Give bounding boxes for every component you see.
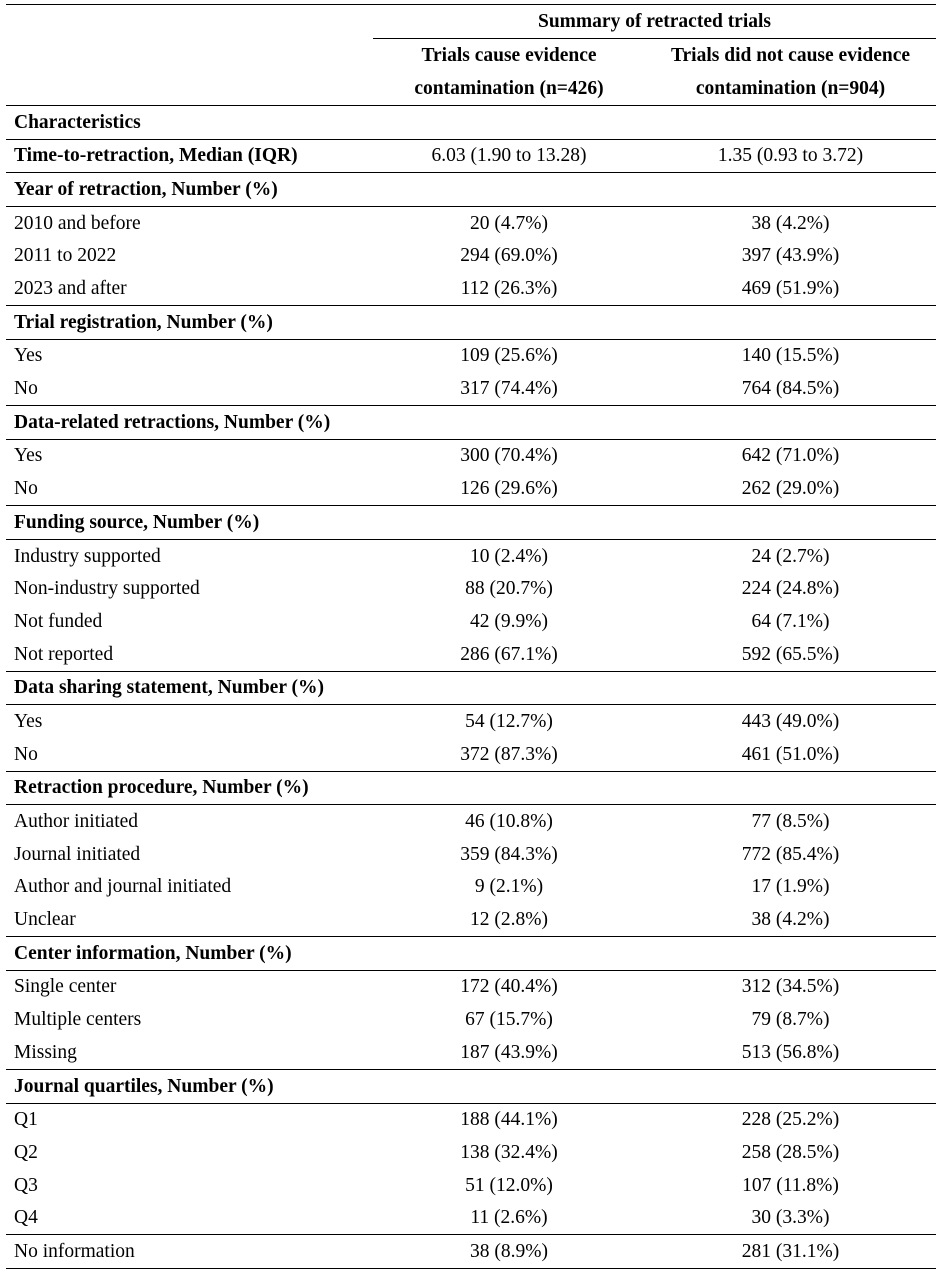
row-label: Year of retraction, Number (%) <box>6 173 373 207</box>
header-columns-row <box>6 39 936 106</box>
cell-contamination: 12 (2.8%) <box>373 904 645 937</box>
cell-no-contamination <box>645 671 936 705</box>
header-blank-cell <box>6 5 373 39</box>
table-row <box>6 805 936 838</box>
column-header-no-contamination <box>645 39 936 106</box>
section-header-row <box>6 406 936 440</box>
table-row <box>6 1036 936 1069</box>
row-label: 2011 to 2022 <box>14 245 117 267</box>
table-row <box>6 1004 936 1037</box>
row-label: Funding source, Number (%) <box>6 506 373 540</box>
table-row <box>6 1103 936 1136</box>
table-row <box>6 473 936 506</box>
cell-contamination: 188 (44.1%) <box>460 1109 558 1131</box>
cell-contamination: 138 (32.4%) <box>460 1141 558 1163</box>
cell-no-contamination <box>645 771 936 805</box>
cell-contamination <box>373 306 645 340</box>
cell-contamination: 172 (40.4%) <box>460 976 558 998</box>
cell-contamination: 286 (67.1%) <box>373 638 645 671</box>
section-header-row <box>6 671 936 705</box>
cell-no-contamination: 772 (85.4%) <box>741 843 840 865</box>
row-label: Q3 <box>14 1174 38 1196</box>
table-row <box>6 272 936 305</box>
cell-contamination <box>373 771 645 805</box>
cell-contamination: 42 (9.9%) <box>470 610 548 632</box>
cell-contamination <box>373 506 645 540</box>
row-label: Characteristics <box>6 106 373 140</box>
cell-no-contamination: 140 (15.5%) <box>741 345 840 367</box>
row-label: No <box>6 738 373 771</box>
retracted-trials-table-container <box>6 4 936 1269</box>
cell-contamination: 38 (8.9%) <box>373 1235 645 1269</box>
row-label: Multiple centers <box>14 1009 142 1031</box>
cell-contamination <box>373 937 645 971</box>
cell-no-contamination <box>645 937 936 971</box>
cell-contamination: 300 (70.4%) <box>460 445 558 467</box>
table-row <box>6 738 936 771</box>
cell-contamination: 359 (84.3%) <box>460 843 558 865</box>
cell-contamination: 317 (74.4%) <box>373 373 645 406</box>
cell-no-contamination: 79 (8.7%) <box>751 1009 830 1031</box>
cell-contamination: 187 (43.9%) <box>373 1036 645 1069</box>
table-row <box>6 373 936 406</box>
column-header-line: contamination (n=426) <box>414 78 604 99</box>
table-row <box>6 573 936 606</box>
header-group-row <box>6 5 936 39</box>
cell-no-contamination: 224 (24.8%) <box>741 578 840 600</box>
row-label: 2010 and before <box>14 212 141 234</box>
table-row <box>6 638 936 671</box>
row-label: Yes <box>14 445 43 467</box>
cell-contamination: 6.03 (1.90 to 13.28) <box>373 139 645 173</box>
table-row <box>6 339 936 372</box>
row-label: Missing <box>6 1036 373 1069</box>
row-label: Unclear <box>6 904 373 937</box>
table-row <box>6 871 936 904</box>
row-label: No <box>6 473 373 506</box>
cell-contamination: 294 (69.0%) <box>460 245 558 267</box>
section-header-row <box>6 937 936 971</box>
cell-no-contamination: 262 (29.0%) <box>645 473 936 506</box>
cell-no-contamination: 312 (34.5%) <box>741 976 840 998</box>
cell-contamination: 46 (10.8%) <box>465 811 553 833</box>
row-label: Time-to-retraction, Median (IQR) <box>6 139 373 173</box>
row-label: No information <box>6 1235 373 1269</box>
cell-contamination: 109 (25.6%) <box>460 345 558 367</box>
cell-no-contamination: 107 (11.8%) <box>742 1174 839 1196</box>
cell-no-contamination: 642 (71.0%) <box>741 445 840 467</box>
section-header-row <box>6 1069 936 1103</box>
row-label: Non-industry supported <box>14 578 200 600</box>
cell-no-contamination: 443 (49.0%) <box>741 710 840 732</box>
table-row <box>6 1235 936 1269</box>
cell-no-contamination: 469 (51.9%) <box>645 272 936 305</box>
table-row <box>6 904 936 937</box>
row-label: Journal quartiles, Number (%) <box>6 1069 373 1103</box>
table-row <box>6 539 936 572</box>
table-header <box>6 5 936 106</box>
cell-no-contamination: 38 (4.2%) <box>751 212 830 234</box>
cell-contamination: 11 (2.6%) <box>470 1207 548 1229</box>
cell-contamination: 9 (2.1%) <box>474 876 544 898</box>
row-label: Author initiated <box>14 811 139 833</box>
row-label: Data-related retractions, Number (%) <box>6 406 373 440</box>
cell-contamination: 54 (12.7%) <box>465 710 553 732</box>
row-label: Not reported <box>6 638 373 671</box>
column-header-line: Trials did not cause evidence <box>670 45 911 66</box>
cell-no-contamination: 513 (56.8%) <box>645 1036 936 1069</box>
cell-contamination <box>373 406 645 440</box>
cell-no-contamination <box>645 1069 936 1103</box>
cell-no-contamination: 77 (8.5%) <box>751 811 830 833</box>
section-header-row <box>6 106 936 140</box>
cell-no-contamination: 764 (84.5%) <box>645 373 936 406</box>
row-label: Not funded <box>14 610 103 632</box>
row-label: Retraction procedure, Number (%) <box>6 771 373 805</box>
cell-no-contamination: 258 (28.5%) <box>741 1141 840 1163</box>
column-header-contamination <box>373 39 645 106</box>
table-row <box>6 439 936 472</box>
cell-no-contamination <box>645 173 936 207</box>
table-row <box>6 139 936 173</box>
cell-contamination: 10 (2.4%) <box>470 545 548 567</box>
cell-no-contamination: 228 (25.2%) <box>741 1109 840 1131</box>
cell-contamination: 126 (29.6%) <box>373 473 645 506</box>
row-label: Yes <box>14 710 43 732</box>
table-row <box>6 207 936 240</box>
row-label: Q2 <box>14 1141 38 1163</box>
table-row <box>6 970 936 1003</box>
row-label: Author and journal initiated <box>14 876 232 898</box>
cell-contamination: 372 (87.3%) <box>373 738 645 771</box>
row-label: Q4 <box>14 1207 38 1229</box>
row-label: Trial registration, Number (%) <box>6 306 373 340</box>
cell-no-contamination: 397 (43.9%) <box>741 245 840 267</box>
row-label: Center information, Number (%) <box>6 937 373 971</box>
row-label: No <box>6 373 373 406</box>
section-header-row <box>6 771 936 805</box>
table-body <box>6 106 936 1269</box>
section-header-row <box>6 306 936 340</box>
header-blank-cell <box>6 39 373 106</box>
cell-no-contamination: 281 (31.1%) <box>645 1235 936 1269</box>
cell-contamination <box>373 173 645 207</box>
cell-contamination: 67 (15.7%) <box>465 1009 553 1031</box>
cell-no-contamination: 64 (7.1%) <box>751 610 830 632</box>
retracted-trials-table <box>6 4 936 1269</box>
row-label: Data sharing statement, Number (%) <box>6 671 373 705</box>
table-row <box>6 1169 936 1202</box>
table-row <box>6 1136 936 1169</box>
cell-no-contamination: 30 (3.3%) <box>751 1207 830 1229</box>
cell-contamination <box>373 106 645 140</box>
section-header-row <box>6 506 936 540</box>
cell-no-contamination <box>645 106 936 140</box>
cell-contamination: 88 (20.7%) <box>465 578 553 600</box>
cell-no-contamination: 1.35 (0.93 to 3.72) <box>645 139 936 173</box>
row-label: Industry supported <box>14 545 161 567</box>
row-label: Journal initiated <box>14 843 141 865</box>
table-row <box>6 838 936 871</box>
column-header-line: Trials cause evidence <box>421 45 597 66</box>
row-label: 2023 and after <box>6 272 373 305</box>
table-row <box>6 240 936 273</box>
row-label: Single center <box>14 976 117 998</box>
row-label: Q1 <box>14 1109 38 1131</box>
table-row <box>6 1202 936 1235</box>
cell-no-contamination: 17 (1.9%) <box>751 876 830 898</box>
row-label: Yes <box>14 345 43 367</box>
cell-contamination: 20 (4.7%) <box>470 212 548 234</box>
cell-no-contamination: 24 (2.7%) <box>751 545 830 567</box>
cell-no-contamination <box>645 406 936 440</box>
cell-no-contamination: 461 (51.0%) <box>645 738 936 771</box>
cell-contamination <box>373 671 645 705</box>
column-header-line: contamination (n=904) <box>695 78 886 99</box>
section-header-row <box>6 173 936 207</box>
cell-no-contamination: 592 (65.5%) <box>645 638 936 671</box>
table-row <box>6 605 936 638</box>
cell-no-contamination <box>645 506 936 540</box>
cell-contamination: 112 (26.3%) <box>373 272 645 305</box>
cell-no-contamination: 38 (4.2%) <box>645 904 936 937</box>
cell-contamination: 51 (12.0%) <box>465 1174 553 1196</box>
table-row <box>6 705 936 738</box>
group-title: Summary of retracted trials <box>373 5 936 39</box>
cell-no-contamination <box>645 306 936 340</box>
cell-contamination <box>373 1069 645 1103</box>
